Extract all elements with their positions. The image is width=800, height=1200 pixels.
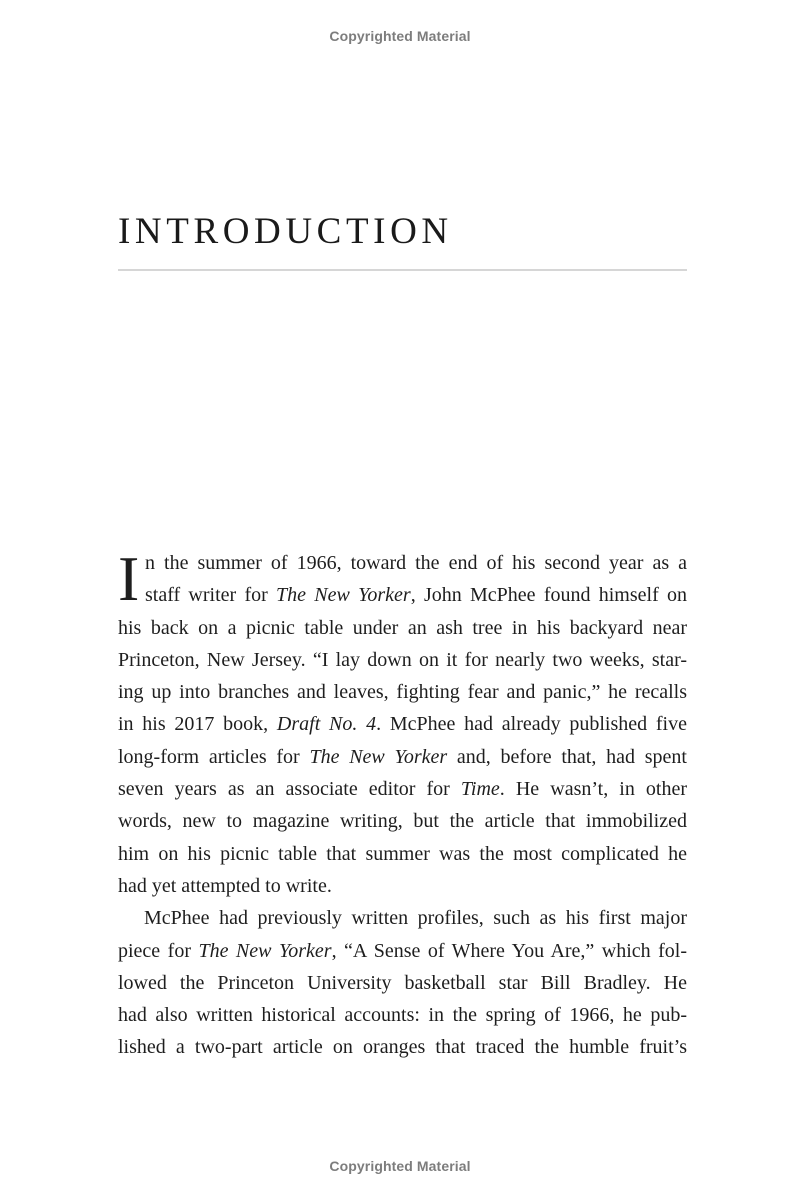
text-line	[118, 773, 687, 805]
italic-title: The New Yorker	[198, 939, 332, 962]
text-segment: him on his picnic table that summer was the most complicated he	[118, 842, 687, 865]
text-segment: lowed the Princeton University basketball star Bill Bradley. He	[118, 971, 687, 994]
text-line	[118, 805, 687, 837]
text-segment: long-form articles for	[118, 745, 310, 768]
text-line	[118, 838, 687, 870]
text-segment: and, before that, had spent	[447, 745, 687, 768]
italic-title: The New Yorker	[309, 745, 448, 768]
title-divider	[118, 269, 687, 271]
text-line	[118, 644, 687, 676]
italic-title: Draft No. 4	[276, 713, 377, 736]
text-segment: ing up into branches and leaves, fighting fear and panic,” he recalls	[118, 681, 687, 704]
text-line	[118, 547, 687, 579]
text-segment: . He wasn’t, in other	[499, 778, 687, 801]
text-segment: McPhee had previously written profiles, such as his first major	[144, 907, 687, 930]
text-segment: had yet attempted to write.	[118, 874, 332, 897]
text-segment: n the summer of 1966, toward the end of his second year as a	[145, 552, 687, 574]
text-line	[118, 1031, 687, 1063]
text-segment: lished a two-part article on oranges that traced the humble fruit’s	[118, 1036, 687, 1059]
text-segment: piece for	[118, 939, 199, 962]
body-text	[118, 543, 687, 1064]
chapter-title: INTRODUCTION	[118, 211, 453, 252]
text-line	[118, 935, 687, 967]
text-line	[118, 902, 687, 934]
text-line	[118, 967, 687, 999]
text-line	[118, 612, 687, 644]
text-segment: had also written historical accounts: in the spring of 1966, he pub-	[118, 1004, 687, 1027]
text-line	[118, 870, 687, 902]
text-segment: , John McPhee found himself on	[410, 584, 687, 607]
text-segment: words, new to magazine writing, but the article that immobilized	[118, 810, 687, 833]
text-segment: seven years as an associate editor for	[118, 778, 461, 801]
text-line	[118, 579, 687, 611]
text-segment: staff writer for	[145, 584, 277, 607]
italic-title: The New Yorker	[276, 584, 411, 607]
text-segment: his back on a picnic table under an ash tree in his backyard near	[118, 616, 687, 639]
copyright-watermark-bottom: Copyrighted Material	[329, 1158, 471, 1174]
italic-title: Time	[460, 778, 500, 801]
drop-cap: I	[118, 543, 140, 614]
text-segment: . McPhee had already published five	[376, 713, 687, 736]
text-segment: Princeton, New Jersey. “I lay down on it for nearly two weeks, star-	[118, 648, 687, 671]
text-line	[118, 741, 687, 773]
text-line	[118, 999, 687, 1031]
text-line	[118, 708, 687, 740]
copyright-watermark-top: Copyrighted Material	[329, 28, 471, 44]
text-line	[118, 676, 687, 708]
text-segment: in his 2017 book,	[118, 713, 277, 736]
text-segment: , “A Sense of Where You Are,” which fol-	[331, 939, 687, 962]
